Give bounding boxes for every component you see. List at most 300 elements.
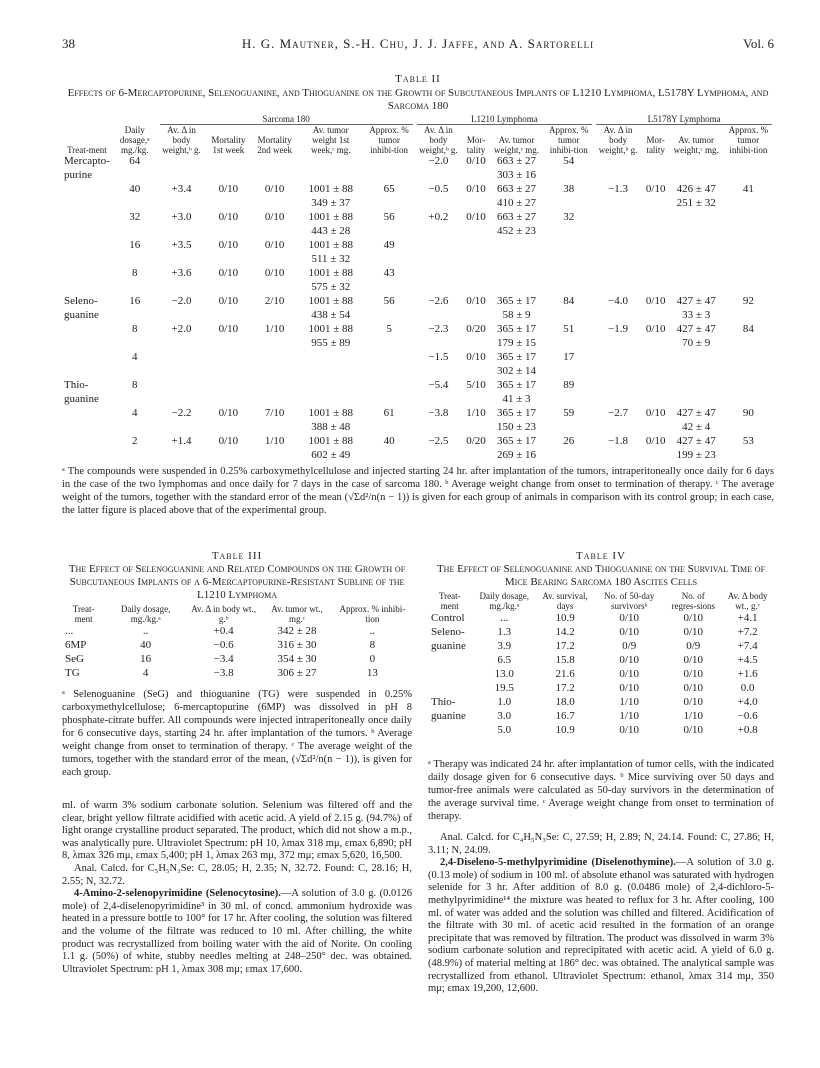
table4-cell: ... [500,612,509,624]
table2-cell: 0/10 [218,295,239,307]
table2-cell [205,449,251,463]
table2-cell [62,323,112,337]
left-column-text [62,800,412,976]
table4-cell [428,653,472,667]
table2-cell [594,169,642,183]
table2-cell [723,225,774,239]
table2-cell: −1.3 [608,183,629,195]
table2-cell [594,393,642,407]
table2-cell [251,155,298,169]
table2-cell: +3.0 [171,211,192,223]
table2-cell: 40 [129,183,141,195]
table3-cell: 13 [366,667,378,679]
table2-cell: 0/10 [466,295,486,307]
table3-cell: 40 [140,639,152,651]
table2-cell [543,281,594,295]
table2-cell [112,393,158,407]
table2-cell: +3.6 [171,267,192,279]
table3-cell: TG [65,667,80,679]
table4-cell: 1/10 [683,710,704,722]
table2-cell: 1001 ± 88 [308,239,354,251]
table2-cell [543,169,594,183]
table2-cell: 1001 ± 88 [308,295,354,307]
table2-row [62,337,774,351]
table3-cell: −3.4 [213,653,234,665]
table2-cell: 955 ± 89 [311,337,351,349]
table2-cell: Seleno- [64,295,98,307]
table2-cell [594,239,642,253]
table2-cell [205,421,251,435]
table2-cell [415,365,463,379]
table2-cell [490,239,543,253]
table2-cell [112,309,158,323]
table2-cell [62,183,112,197]
table2-cell [543,337,594,351]
table3-col-header: Av. tumor wt., mg.ᶜ [271,604,323,624]
table2-col-header: Mor-tality [466,135,486,155]
table2-footnote: ᵃ The compounds were suspended in 0.25% carboxymethylcellulose and injected starting 24 hr. after implantation of the tumors, intraperitoneally once daily for 6 days in the case of the two lymphomas and once daily for 7 days in the case of sarcoma 180. ᵇ Average weight change from onset to termination of therapy. ᶜ The average weight of the tumors, together with the standard error of the mean (√Σd²/n(n − 1)) is given for each group of animals in comparison with its control group; in each case, the latter figure is placed above that of the experimental group. [62,466,774,516]
table2-cell: 365 ± 17 [497,379,537,391]
table2-cell [670,169,723,183]
table2-cell: 1/10 [264,323,285,335]
table4-col-header: Treat-ment [438,591,461,611]
table2-cell: 1/10 [264,435,285,447]
table2-cell [462,253,490,267]
table4-cell: 17.2 [555,682,575,694]
table2-cell [364,393,415,407]
table2-cell: 0/10 [264,183,285,195]
table2-cell: 1001 ± 88 [308,267,354,279]
table2-cell: 58 ± 9 [502,309,531,321]
table2-cell: 8 [132,379,138,391]
table2-cell: 1001 ± 88 [308,183,354,195]
table2-cell [594,365,642,379]
table2-cell: −2.0 [171,295,192,307]
table2-cell: 199 ± 23 [676,449,716,461]
table2-cell: −2.3 [428,323,449,335]
table4-col-header: Av. Δ body wt., g.ᶜ [727,591,768,611]
table4-cell: 6.5 [497,654,512,666]
table4-cell: guanine [431,640,466,652]
table2-cell [112,281,158,295]
table2-cell: 70 ± 9 [682,337,711,349]
left-paragraph-2: Anal. Calcd. for C₅H₅N₃Se: C, 28.05; H, 2.35; N, 32.72. Found: C, 28.16; H, 2.55; N, 32.72. [62,862,412,887]
table3-col-header: Daily dosage, mg./kg.ᵃ [120,604,171,624]
table2-cell: 427 ± 47 [676,323,716,335]
table2-cell: −2.0 [428,155,449,167]
table2-cell [158,449,206,463]
table2-cell [298,393,364,407]
table2-cell [298,351,364,365]
table2-row [62,197,774,211]
table2-cell [62,365,112,379]
table2-cell: −2.2 [171,407,192,419]
table2-row [62,393,774,407]
table2-cell [642,239,670,253]
table2-header-row [62,125,774,155]
table2-cell [415,281,463,295]
table4-cell: 18.0 [555,696,575,708]
table3-cell: 354 ± 30 [277,653,317,665]
table2-cell: 16 [129,239,141,251]
table2-cell: 42 ± 4 [682,421,711,433]
table2-cell [112,253,158,267]
table3-row [62,666,412,680]
table2-cell: +1.4 [171,435,192,447]
table2-cell [670,225,723,239]
table2-cell: 32 [129,211,141,223]
table2-cell [462,449,490,463]
table2-cell [364,309,415,323]
table2-row [62,295,774,309]
table4 [428,591,774,737]
table2-cell: 410 ± 27 [497,197,537,209]
table2-cell [205,155,251,169]
table2-cell: 92 [742,295,754,307]
table2-cell [642,351,670,365]
table3-row [62,638,412,652]
table2-cell: 33 ± 3 [682,309,711,321]
table4-cell: 0/10 [619,626,639,638]
table4-cell: 3.9 [497,640,512,652]
table2-cell [642,309,670,323]
table4-cell: 0.0 [740,682,755,694]
table2-cell [251,365,298,379]
table3-cell: +0.4 [213,625,234,637]
table2-col-header: Treat-ment [67,145,107,155]
table4-cell: 17.2 [555,640,575,652]
table2-row [62,183,774,197]
table2-cell: −2.6 [428,295,449,307]
table2-cell: 443 ± 28 [311,225,351,237]
table2-cell [415,225,463,239]
table2-cell: 5/10 [466,379,486,391]
table2-cell [415,169,463,183]
table4-cell: +0.8 [737,724,758,736]
table4-cell: 1/10 [619,696,639,708]
table2-cell [364,225,415,239]
table2-cell [298,155,364,169]
table2-cell [723,253,774,267]
table2-row [62,211,774,225]
table3-cell: .. [142,625,149,637]
table2-cell [251,449,298,463]
table2-cell: −5.4 [428,379,449,391]
table2-cell: −2.5 [428,435,449,447]
table4-row [428,681,774,695]
table4-col-header: No. of 50-day survivorsᵇ [604,591,655,611]
table2-group-row [62,114,774,125]
table2-cell: 43 [383,267,395,279]
table2-cell [415,253,463,267]
table4-cell: Thio- [431,696,456,708]
table2-cell: 16 [129,295,141,307]
table2-cell [462,239,490,253]
table2-cell [364,421,415,435]
table4-cell: 0/10 [683,626,704,638]
table4-cell: +7.2 [737,626,758,638]
table2-cell: 32 [563,211,575,223]
table2-cell: 0/10 [645,435,666,447]
table2-cell: 365 ± 17 [497,351,537,363]
table4-cell: 0/10 [683,612,704,624]
table2-cell: 427 ± 47 [676,435,716,447]
table2-cell: 5 [386,323,392,335]
table2-cell: 438 ± 54 [311,309,351,321]
table2-cell: 49 [383,239,395,251]
table2-cell: 302 ± 14 [497,365,537,377]
table2-cell [205,281,251,295]
table2-cell [543,253,594,267]
running-authors: H. G. Mautner, S.-H. Chu, J. J. Jaffe, and A. Sartorelli [241,36,595,51]
table2-cell [62,267,112,281]
table2-cell [642,365,670,379]
table2-cell [594,197,642,211]
table2-cell [62,351,112,365]
table2-cell: −1.8 [608,435,629,447]
right-column-text [428,832,774,996]
table2-row [62,281,774,295]
table2-cell [594,449,642,463]
table2-cell [158,337,206,351]
table2-cell [642,379,670,393]
table4-cell [428,723,472,737]
table2-cell: −4.0 [608,295,629,307]
table2-cell [62,407,112,421]
table2-cell [364,337,415,351]
table2-row [62,379,774,393]
table4-cell: 1.3 [497,626,512,638]
table2-col-header: Mortality 1st week [211,135,246,155]
table2-cell [670,281,723,295]
table2-cell: Mercapto- [64,155,110,167]
table2-cell [723,393,774,407]
table2-cell [112,337,158,351]
table2-cell [158,197,206,211]
table4-cell: Seleno- [431,626,465,638]
table2-cell [670,365,723,379]
table2-cell [62,253,112,267]
table2-cell: 0/10 [218,407,239,419]
table2-cell [723,267,774,281]
table4-cell: +4.0 [737,696,758,708]
table2-cell [205,379,251,393]
table4-cell: 21.6 [555,668,575,680]
table2-cell: 365 ± 17 [497,323,537,335]
table2-cell [158,365,206,379]
left-paragraph-3 [62,888,412,976]
table2-cell [462,309,490,323]
table2-cell [723,309,774,323]
table2-cell [415,309,463,323]
table2-cell: +0.2 [428,211,449,223]
table3-cell: −0.6 [213,639,234,651]
table2-cell: 7/10 [264,407,285,419]
table2-row [62,323,774,337]
table2-cell [723,365,774,379]
table2-cell [364,351,415,365]
table4-cell: guanine [431,710,466,722]
table2-group-sarcoma: Sarcoma 180 [158,114,415,125]
table2-cell [205,337,251,351]
table2-col-header: Approx. % tumor inhibi-tion [728,125,769,155]
table2-cell [158,309,206,323]
table2-cell [462,197,490,211]
table2-col-header: Av. tumor weight,ᶜ mg. [493,135,540,155]
table4-cell: 1/10 [619,710,639,722]
table3-cell: SeG [65,653,84,665]
table2-cell [462,281,490,295]
table2-cell: 663 ± 27 [497,155,537,167]
table2-cell [62,337,112,351]
table2-cell [364,449,415,463]
table2-cell [158,253,206,267]
right-paragraph-1: Anal. Calcd. for C₄H₅N₃Se: C, 27.59; H, 2.89; N, 24.14. Found: C, 27.86; H, 3.11; N, 24.09. [428,832,774,856]
table3-cell: 16 [140,653,152,665]
table2-cell: +3.4 [171,183,192,195]
table2-cell: 61 [383,407,395,419]
right-paragraph-2 [428,857,774,996]
table2-cell: 0/10 [466,183,486,195]
table4-caption: Table IV [576,550,626,562]
table4-cell [428,681,472,695]
table2-cell: 8 [132,323,138,335]
table2-cell: −0.5 [428,183,449,195]
table2-cell [594,281,642,295]
table4-cell: 19.5 [494,682,514,694]
table2-cell: 4 [132,407,138,419]
table2-cell [670,351,723,365]
table2-cell [670,155,723,169]
table2-cell: 56 [383,295,395,307]
table2-cell [642,225,670,239]
table3-col-header: Treat-ment [72,604,95,624]
table2-cell: 427 ± 47 [676,407,716,419]
table3-cell: 316 ± 30 [277,639,317,651]
table2-row [62,267,774,281]
table4-cell: 10.9 [555,724,575,736]
table4-cell: +1.6 [737,668,758,680]
table3 [62,604,412,680]
table2-cell: 179 ± 15 [497,337,537,349]
table2-row [62,407,774,421]
table2-cell: 90 [742,407,754,419]
table2-cell [723,351,774,365]
volume-label: Vol. 6 [743,36,774,51]
table2-cell [112,169,158,183]
table2-cell: 40 [383,435,395,447]
table2-cell: 0/10 [264,211,285,223]
table2-cell [723,211,774,225]
table2-row [62,365,774,379]
table2-cell [251,351,298,365]
table2-cell [642,169,670,183]
table2-cell [251,393,298,407]
table2-cell [462,169,490,183]
table2-cell [670,239,723,253]
table2-cell [364,365,415,379]
table2-cell [415,393,463,407]
table2-cell [62,197,112,211]
table2-cell: 0/10 [218,211,239,223]
table2-cell: +2.0 [171,323,192,335]
table2-cell [205,169,251,183]
table2-cell: 365 ± 17 [497,295,537,307]
table2-title: Effects of 6-Mercaptopurine, Selenoguanine, and Thioguanine on the Growth of Subcutaneous Implants of L1210 Lymphoma, L5178Y Lymphoma, and Sarcoma 180 [67,87,769,112]
table2-cell [723,337,774,351]
table4-cell: 0/10 [619,668,639,680]
table2-cell [415,421,463,435]
table2-col-header: Approx. % tumor inhibi-tion [548,125,589,155]
table2-cell [112,197,158,211]
table2-cell [543,239,594,253]
table2-cell: 0/10 [264,267,285,279]
table2-cell: 0/10 [645,407,666,419]
table2-cell [543,449,594,463]
table2-cell [112,225,158,239]
left-paragraph-1: ml. of warm 3% sodium carbonate solution. Selenium was filtered off and the clear, bright yellow filtrate acidified with acetic acid. A yield of 2.15 g. (94.7%) of light orange crystalline product separated. The product, which did not show a m.p., was analytically pure. Ultraviolet Spectrum: pH 10, λmax 318 mμ, εmax 6,890; pH 8, λmax 326 mμ, εmax 5,400; pH 1, λmax 263 mμ, 372 mμ; εmax 5,620, 16,500. [62,800,412,862]
table2-cell [205,393,251,407]
table2-cell [364,379,415,393]
table2-cell [723,281,774,295]
table2-cell: 663 ± 27 [497,183,537,195]
table2-cell: Thio- [64,379,89,391]
table2-cell [670,393,723,407]
table2-cell [158,169,206,183]
table2-cell [594,225,642,239]
table2-cell [415,239,463,253]
table2-cell: guanine [64,309,99,321]
table2-cell [543,225,594,239]
table2-row [62,253,774,267]
table2-cell [594,211,642,225]
table2-cell [723,239,774,253]
table2-cell [158,393,206,407]
table2-cell [594,253,642,267]
table2-cell: 53 [742,435,754,447]
table2-col-header: Mortality 2nd week [257,135,293,155]
table4-cell: +7.4 [737,640,758,652]
table2-cell: 427 ± 47 [676,295,716,307]
selenocytosine-text: —A solution of 3.0 g. (0.0126 mole) of 2,4-diselenopyrimidine³ in 30 ml. of concd. ammonium hydroxide was heated in a pressure bottle to 100° for 17 hr. After cooling, the solution was filtered and the volume of the filtrate was reduced to 10 ml. After chilling, the white product was recrystallized from boiling water with the aid of Norite. On cooling 1.1 g. (50%) of white, stubby needles melting at 248–250° dec. was obtained. Ultraviolet Spectrum: pH 1, λmax 308 mμ; εmax 17,600. [62,888,412,975]
table4-cell: 13.0 [494,668,514,680]
table4-col-header: Daily dosage, mg./kg.ᵃ [479,591,530,611]
table2-cell [462,365,490,379]
table2-col-header: Av. Δ in body weight,ᵇ g. [419,125,458,155]
table4-cell: 15.8 [555,654,575,666]
table2-cell: 0/10 [645,323,666,335]
table2-cell [251,309,298,323]
table2-cell [62,449,112,463]
table2-cell [158,351,206,365]
table4-cell: 0/10 [683,682,704,694]
table3-cell: 4 [142,667,149,679]
table2-cell [670,211,723,225]
table2-cell: 0/10 [218,435,239,447]
table4-row [428,709,774,723]
table2-cell [364,169,415,183]
table2-cell: 84 [742,323,754,335]
table2-cell [642,449,670,463]
table2-cell: 365 ± 17 [497,407,537,419]
table2-col-header: Mor-tality [646,135,665,155]
table4-cell: 0/10 [619,654,639,666]
table4-cell: 5.0 [497,724,512,736]
table2-cell [62,421,112,435]
table2-cell [642,211,670,225]
table2-col-header: Av. tumor weight,ᶜ mg. [673,135,719,155]
table2-cell: 0/10 [218,239,239,251]
